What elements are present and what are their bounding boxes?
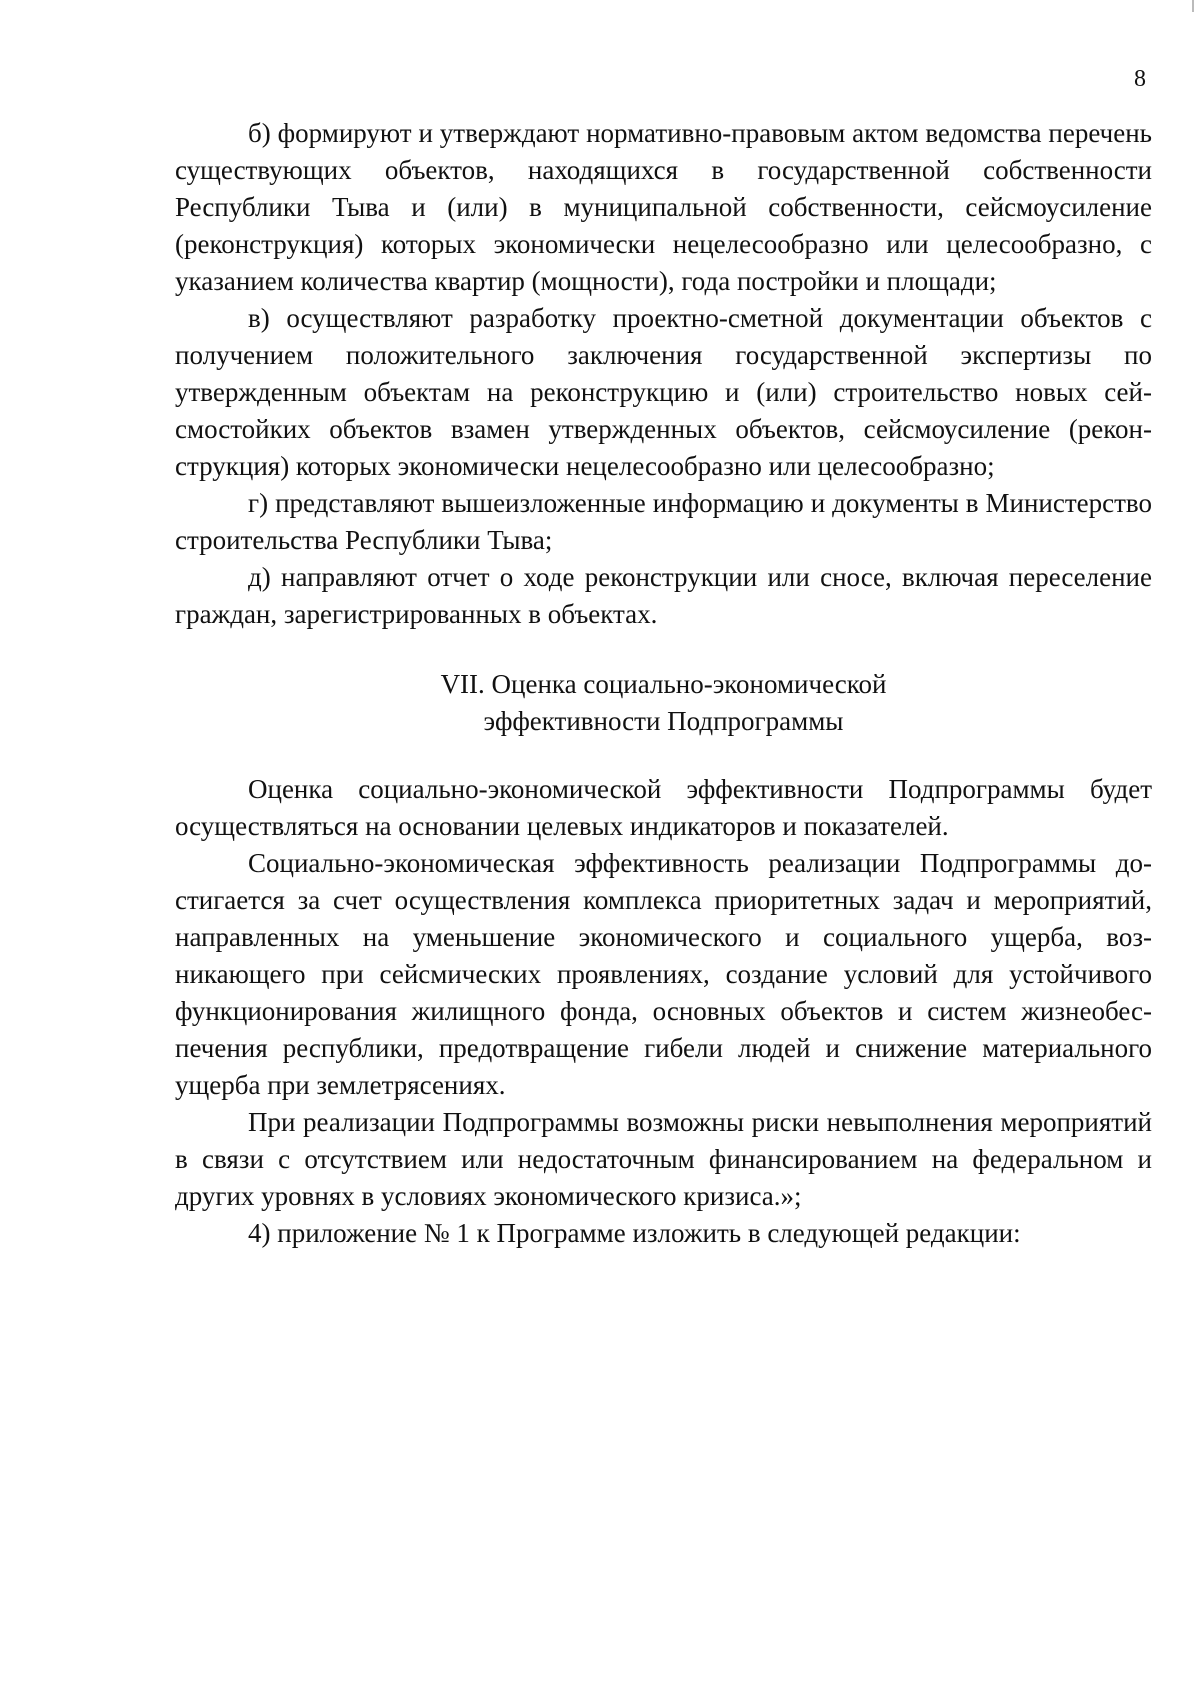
section-body [175,771,1152,1252]
body-paragraph-4: 4) приложение № 1 к Программе изложить в следующей редакции: [248,1218,1021,1248]
section-title-line1: VII. Оценка социально-экономической [440,669,887,699]
list-items-block [175,115,1152,633]
body-paragraph-1: Оценка социально-экономической эффективности Подпрограммы будет осуществляться на основании целевых индикаторов и показателей. [175,774,1152,841]
section-title-line2: эффективности Подпрограммы [483,706,844,736]
body-paragraph-2: Социально-экономическая эффективность реализации Подпрограммы достигается за счет осуществления комплекса приоритетных задач и мероприятий, направленных на уменьшение экономического и социального ущерба, возникающего при сейсмических проявлениях, создание условий для устойчивого функционирования жилищного фонда, основных объектов и систем жизнеобеспечения республики, предотвращение гибели людей и снижение материального ущерба при землетрясениях. [175,848,1152,1100]
body-paragraph-3: При реализации Подпрограммы возможны риски невыполнения мероприятий в связи с отсутствием или недостаточным финансированием на федеральном и других уровнях в условиях экономического кризиса.»; [175,1107,1152,1211]
page-number: 8 [1134,66,1146,92]
list-item-v: в) осуществляют разработку проектно-сметной документации объектов с получением положительного заключения государственной экспертизы по утвержденным объектам на реконструкцию и (или) строительство новых сейсмостойких объектов взамен утвержденных объектов, сейсмоусиление (реконструкция) которых экономически нецелесообразно или целесообразно; [175,303,1152,481]
scan-edge-mark [1192,0,1194,12]
list-item-d: д) направляют отчет о ходе реконструкции или сносе, включая переселение граждан, зарегистрированных в объектах. [175,562,1152,629]
list-item-b: б) формируют и утверждают нормативно-правовым актом ведомства перечень существующих объектов, находящихся в государственной собственности Республики Тыва и (или) в муниципальной собственности, сейсмоусиление (реконструкция) которых экономически нецелесообразно или целесообразно, с указанием количества квартир (мощности), года постройки и площади; [175,118,1152,296]
section-heading [175,666,1152,740]
list-item-g: г) представляют вышеизложенные информацию и документы в Министерство строительства Республики Тыва; [175,488,1152,555]
